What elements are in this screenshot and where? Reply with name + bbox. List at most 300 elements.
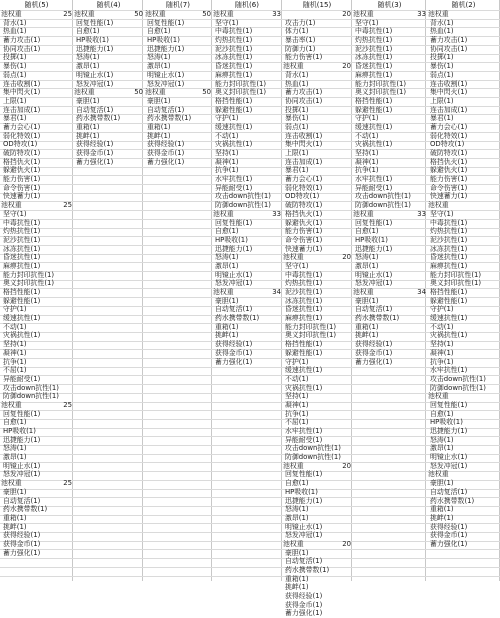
skill-item-cell[interactable]: 坚守(1) xyxy=(285,261,309,270)
skill-item-cell[interactable]: 不动(1) xyxy=(215,131,239,140)
skill-item-cell[interactable]: 自动复活(1) xyxy=(147,105,185,114)
skill-item-cell[interactable]: 豪胆(1) xyxy=(147,96,171,105)
skill-item-cell[interactable]: 凝神(1) xyxy=(355,157,379,166)
skill-item-cell[interactable]: 水牢抗性(1) xyxy=(430,366,468,375)
skill-item-cell[interactable]: 凝神(1) xyxy=(285,400,309,409)
skill-item-cell[interactable]: 昏迷抗性(1) xyxy=(430,253,468,262)
pool-weight-row[interactable] xyxy=(282,540,352,549)
skill-item-cell[interactable]: 躲避性能(1) xyxy=(285,348,323,357)
skill-item-cell[interactable]: OD特攻(1) xyxy=(430,140,465,149)
skill-item-cell[interactable]: 热血(1) xyxy=(430,27,454,36)
skill-item-cell[interactable]: 攻击down抗性(1) xyxy=(3,383,59,392)
skill-item-cell[interactable]: 挑衅(1) xyxy=(3,522,27,531)
skill-item-cell[interactable]: 冰冻抗性(1) xyxy=(430,244,468,253)
pool-weight-row[interactable] xyxy=(0,479,73,488)
skill-item-cell[interactable]: 中毒抗性(1) xyxy=(430,218,468,227)
skill-item-cell[interactable]: 坚守(1) xyxy=(3,209,27,218)
skill-item-cell[interactable]: 抗争(1) xyxy=(430,357,454,366)
skill-item-cell[interactable]: 明镜止水(1) xyxy=(430,453,468,462)
skill-item-cell[interactable]: 重箱(1) xyxy=(147,122,171,131)
skill-item-cell[interactable]: 获得经验(1) xyxy=(147,140,185,149)
skill-item-cell[interactable]: 重箱(1) xyxy=(355,322,379,331)
skill-item-cell[interactable]: 坚持(1) xyxy=(215,149,239,157)
skill-item-cell[interactable]: 自愈(1) xyxy=(430,409,454,418)
skill-item-cell[interactable]: 重箱(1) xyxy=(76,122,100,131)
skill-item-cell[interactable]: 缓速抗性(1) xyxy=(355,122,393,131)
skill-item-cell[interactable]: 麻痹抗性(1) xyxy=(355,70,393,79)
pool-weight-row[interactable] xyxy=(282,62,352,71)
skill-item-cell[interactable]: 缓速抗性(1) xyxy=(3,314,41,323)
skill-item-cell[interactable]: 激昂(1) xyxy=(430,444,454,453)
pool-weight-row[interactable] xyxy=(352,288,427,297)
skill-item-cell[interactable]: 抗争(1) xyxy=(355,166,379,175)
pool-weight-row[interactable] xyxy=(352,210,427,219)
skill-item-cell[interactable]: 回复性能(1) xyxy=(430,400,468,409)
skill-item-cell[interactable]: 躲避性能(1) xyxy=(355,105,393,114)
skill-item-cell[interactable]: 格挡性能(1) xyxy=(3,288,41,296)
skill-item-cell[interactable]: 泥沙抗性(1) xyxy=(215,44,253,53)
skill-item-cell[interactable]: 重箱(1) xyxy=(430,505,454,514)
skill-item-cell[interactable]: 投掷(1) xyxy=(285,105,309,114)
skill-item-cell[interactable]: 自动复活(1) xyxy=(76,105,114,114)
skill-item-cell[interactable]: 背水(1) xyxy=(3,18,27,27)
skill-item-cell[interactable]: 怒发冲冠(1) xyxy=(285,531,323,540)
skill-item-cell[interactable]: 破防特攻(1) xyxy=(430,149,468,157)
skill-item-cell[interactable]: HP吸收(1) xyxy=(147,36,180,45)
skill-item-cell[interactable]: HP吸收(1) xyxy=(76,36,109,45)
skill-item-cell[interactable]: 蓄力攻击(1) xyxy=(430,36,468,45)
skill-item-cell[interactable]: 热血(1) xyxy=(285,79,309,88)
skill-item-cell[interactable]: 弱化特效(1) xyxy=(430,131,468,140)
skill-item-cell[interactable]: 不动(1) xyxy=(285,374,309,383)
skill-item-cell[interactable]: 守护(1) xyxy=(430,305,454,314)
skill-item-cell[interactable]: 蓄力强化(1) xyxy=(147,157,185,166)
skill-item-cell[interactable]: 重箱(1) xyxy=(3,513,27,522)
pool-weight-row[interactable] xyxy=(0,401,73,410)
skill-item-cell[interactable]: 协同攻击(1) xyxy=(285,96,323,105)
skill-item-cell[interactable]: 灼热抗性(1) xyxy=(430,227,468,236)
skill-item-cell[interactable]: 怒发冲冠(1) xyxy=(76,79,114,88)
skill-item-cell[interactable]: HP吸收(1) xyxy=(3,427,36,435)
skill-item-cell[interactable]: 暴君(1) xyxy=(430,114,454,123)
pool-weight-row[interactable] xyxy=(212,10,282,19)
skill-item-cell[interactable]: 格挡仇火(1) xyxy=(285,209,323,218)
skill-item-cell[interactable]: 破防特攻(1) xyxy=(3,149,41,157)
skill-item-cell[interactable]: 怒发冲冠(1) xyxy=(147,79,185,88)
skill-item-cell[interactable]: 蓄力攻击(1) xyxy=(285,88,323,97)
skill-item-cell[interactable]: 抗争(1) xyxy=(3,357,27,366)
skill-item-cell[interactable]: 暴伤(1) xyxy=(3,62,27,71)
skill-item-cell[interactable]: 格挡性能(1) xyxy=(215,96,253,105)
skill-item-cell[interactable]: 自愈(1) xyxy=(147,27,171,36)
skill-item-cell[interactable]: 集中閃火(1) xyxy=(285,140,323,149)
skill-item-cell[interactable]: 获得金币(1) xyxy=(215,348,253,357)
skill-item-cell[interactable]: 重箱(1) xyxy=(215,322,239,331)
pool-weight-row[interactable] xyxy=(282,462,352,471)
skill-item-cell[interactable]: 坚守(1) xyxy=(430,209,454,218)
skill-item-cell[interactable]: 灾祸抗性(1) xyxy=(430,331,468,340)
skill-item-cell[interactable]: 自愈(1) xyxy=(285,479,309,488)
skill-item-cell[interactable]: 蓄力强化(1) xyxy=(3,548,41,557)
skill-item-cell[interactable]: 攻击down抗性(1) xyxy=(355,192,411,201)
skill-item-cell[interactable]: 豪胆(1) xyxy=(285,548,309,557)
skill-item-cell[interactable]: 弱点(1) xyxy=(430,70,454,79)
skill-item-cell[interactable]: 灾祸抗性(1) xyxy=(3,331,41,340)
skill-item-cell[interactable]: 躲避性能(1) xyxy=(430,296,468,305)
skill-item-cell[interactable]: 获得金币(1) xyxy=(285,600,323,609)
skill-item-cell[interactable]: 自动复活(1) xyxy=(3,496,41,505)
skill-item-cell[interactable]: 命令伤害(1) xyxy=(430,183,468,192)
skill-item-cell[interactable]: 自愈(1) xyxy=(76,27,100,36)
skill-item-cell[interactable]: 麻痹抗性(1) xyxy=(430,261,468,270)
pool-weight-row[interactable] xyxy=(0,201,73,210)
skill-item-cell[interactable]: 怒涛(1) xyxy=(355,253,379,262)
pool-weight-row[interactable] xyxy=(144,10,212,19)
skill-item-cell[interactable]: 灾祸抗性(1) xyxy=(355,140,393,149)
skill-item-cell[interactable]: 自愈(1) xyxy=(215,227,239,236)
column-header[interactable]: 随机(2) xyxy=(451,1,476,9)
skill-item-cell[interactable]: 不动(1) xyxy=(3,322,27,331)
skill-item-cell[interactable]: 麻痹抗性(1) xyxy=(215,70,253,79)
skill-item-cell[interactable]: 坚持(1) xyxy=(355,149,379,157)
skill-item-cell[interactable]: 奥义封印抗性(1) xyxy=(215,88,267,97)
skill-item-cell[interactable]: 攻击down抗性(1) xyxy=(215,192,271,201)
skill-item-cell[interactable]: 防御down抗性(1) xyxy=(3,392,59,401)
skill-item-cell[interactable]: 攻击力(1) xyxy=(285,18,316,27)
skill-item-cell[interactable]: 明镜止水(1) xyxy=(147,70,185,79)
skill-item-cell[interactable]: 缓速抗性(1) xyxy=(215,122,253,131)
skill-item-cell[interactable]: 灼热抗性(1) xyxy=(355,36,393,45)
skill-item-cell[interactable]: 迅捷能力(1) xyxy=(3,435,41,444)
skill-item-cell[interactable]: 挑衅(1) xyxy=(215,331,239,340)
skill-item-cell[interactable]: 获得金币(1) xyxy=(76,149,114,157)
skill-item-cell[interactable]: 重箱(1) xyxy=(285,574,309,583)
skill-item-cell[interactable]: 激昂(1) xyxy=(355,261,379,270)
pool-weight-row[interactable] xyxy=(73,10,144,19)
skill-item-cell[interactable]: 守护(1) xyxy=(215,114,239,123)
skill-item-cell[interactable]: 弱点(1) xyxy=(285,122,309,131)
skill-item-cell[interactable]: 豪胆(1) xyxy=(355,296,379,305)
skill-item-cell[interactable]: 迅捷能力(1) xyxy=(76,44,114,53)
skill-item-cell[interactable]: 格挡仇火(1) xyxy=(430,157,468,166)
skill-item-cell[interactable]: 药水携带数(1) xyxy=(285,566,330,574)
skill-item-cell[interactable]: 弱化特效(1) xyxy=(3,131,41,140)
skill-item-cell[interactable]: 蓄力强化(1) xyxy=(215,357,253,366)
skill-item-cell[interactable]: 灾祸抗性(1) xyxy=(215,140,253,149)
skill-item-cell[interactable]: 协同攻击(1) xyxy=(430,44,468,53)
skill-item-cell[interactable]: 奥义封印抗性(1) xyxy=(430,279,482,288)
skill-item-cell[interactable]: 回复性能(1) xyxy=(215,218,253,227)
skill-item-cell[interactable]: 防御力(1) xyxy=(285,44,316,53)
skill-item-cell[interactable]: 怒涛(1) xyxy=(147,53,171,62)
skill-item-cell[interactable]: 背水(1) xyxy=(430,18,454,27)
skill-item-cell[interactable]: 不动(1) xyxy=(430,322,454,331)
skill-item-cell[interactable]: 上限(1) xyxy=(430,96,454,105)
skill-item-cell[interactable]: 体力(1) xyxy=(285,27,309,36)
skill-item-cell[interactable]: 明镜止水(1) xyxy=(215,270,253,279)
skill-item-cell[interactable]: 能力封印抗性(1) xyxy=(285,322,337,331)
skill-item-cell[interactable]: 药水携带数(1) xyxy=(355,314,400,323)
skill-item-cell[interactable]: 泥沙抗性(1) xyxy=(355,44,393,53)
skill-item-cell[interactable]: 麻痹抗性(1) xyxy=(3,261,41,270)
skill-item-cell[interactable]: 蓄力强化(1) xyxy=(430,539,468,548)
skill-item-cell[interactable]: 不动(1) xyxy=(355,131,379,140)
skill-item-cell[interactable]: 坚持(1) xyxy=(3,340,27,349)
skill-item-cell[interactable]: 坚守(1) xyxy=(215,18,239,27)
skill-item-cell[interactable]: 蓄力攻击(1) xyxy=(3,36,41,45)
skill-item-cell[interactable]: 连击加成(1) xyxy=(3,105,41,114)
skill-item-cell[interactable]: 连击收割(1) xyxy=(3,79,41,88)
skill-item-cell[interactable]: 冰冻抗性(1) xyxy=(355,53,393,62)
skill-item-cell[interactable]: 上限(1) xyxy=(3,96,27,105)
column-header[interactable]: 随机(7) xyxy=(166,1,190,9)
skill-item-cell[interactable]: 攻击down抗性(1) xyxy=(285,444,341,453)
skill-item-cell[interactable]: 奥义封印抗性(1) xyxy=(285,331,337,340)
skill-item-cell[interactable]: 中毒抗性(1) xyxy=(215,27,253,36)
skill-item-cell[interactable]: 迅捷能力(1) xyxy=(355,244,393,253)
skill-item-cell[interactable]: 格挡性能(1) xyxy=(285,340,323,349)
skill-item-cell[interactable]: 蓄力会心(1) xyxy=(430,122,468,131)
skill-item-cell[interactable]: 自动复活(1) xyxy=(355,305,393,314)
skill-item-cell[interactable]: 集中閃火(1) xyxy=(430,88,468,97)
skill-item-cell[interactable]: 不屈(1) xyxy=(285,418,309,427)
skill-item-cell[interactable]: 冰冻抗性(1) xyxy=(285,296,323,305)
skill-item-cell[interactable]: 上限(1) xyxy=(285,149,309,157)
skill-item-cell[interactable]: 格挡性能(1) xyxy=(430,288,468,296)
skill-item-cell[interactable]: 昏迷抗性(1) xyxy=(355,62,393,71)
skill-item-cell[interactable]: 暴君(1) xyxy=(285,166,309,175)
skill-item-cell[interactable]: 明镜止水(1) xyxy=(285,522,323,531)
skill-item-cell[interactable]: HP吸收(1) xyxy=(355,235,388,244)
skill-item-cell[interactable]: 协同攻击(1) xyxy=(3,44,41,53)
skill-item-cell[interactable]: 蓄力强化(1) xyxy=(355,357,393,366)
skill-item-cell[interactable]: 自动复活(1) xyxy=(430,487,468,496)
skill-item-cell[interactable]: 格挡仇火(1) xyxy=(3,157,41,166)
pool-weight-row[interactable] xyxy=(212,210,282,219)
pool-weight-row[interactable] xyxy=(427,10,500,19)
pool-weight-row[interactable] xyxy=(73,88,144,97)
skill-item-cell[interactable]: 坚持(1) xyxy=(430,340,454,349)
skill-item-cell[interactable]: 怒发冲冠(1) xyxy=(215,279,253,288)
skill-item-cell[interactable]: 获得经验(1) xyxy=(3,531,41,540)
skill-item-cell[interactable]: 自愈(1) xyxy=(3,418,27,427)
skill-item-cell[interactable]: 弱化特效(1) xyxy=(285,183,323,192)
skill-item-cell[interactable]: 防御down抗性(1) xyxy=(215,201,271,210)
skill-item-cell[interactable]: 连击加成(1) xyxy=(430,105,468,114)
skill-item-cell[interactable]: HP吸收(1) xyxy=(430,418,463,427)
column-header[interactable]: 随机(5) xyxy=(24,1,49,9)
skill-item-cell[interactable]: 挑衅(1) xyxy=(355,331,379,340)
column-header[interactable]: 随机(15) xyxy=(302,1,332,9)
skill-item-cell[interactable]: 怒发冲冠(1) xyxy=(3,470,41,479)
column-header[interactable]: 随机(3) xyxy=(377,1,402,9)
skill-item-cell[interactable]: 快速蓄力(1) xyxy=(285,244,323,253)
pool-weight-row[interactable] xyxy=(212,288,282,297)
skill-item-cell[interactable]: 迅捷能力(1) xyxy=(147,44,185,53)
skill-item-cell[interactable]: 怒涛(1) xyxy=(76,53,100,62)
skill-item-cell[interactable]: 怒涛(1) xyxy=(285,505,309,514)
skill-item-cell[interactable]: 背水(1) xyxy=(285,70,309,79)
skill-item-cell[interactable]: 明镜止水(1) xyxy=(3,461,41,470)
skill-item-cell[interactable]: 灼热抗性(1) xyxy=(3,227,41,236)
skill-item-cell[interactable]: 防御down抗性(1) xyxy=(430,383,486,392)
skill-item-cell[interactable]: 怒发冲冠(1) xyxy=(430,461,468,470)
skill-item-cell[interactable]: 躲避仇火(1) xyxy=(285,218,323,227)
skill-item-cell[interactable]: 水牢抗性(1) xyxy=(285,427,323,435)
skill-item-cell[interactable]: 迅捷能力(1) xyxy=(285,496,323,505)
pool-weight-row[interactable] xyxy=(352,10,427,19)
skill-item-cell[interactable]: 挑衅(1) xyxy=(76,131,100,140)
skill-item-cell[interactable]: 药水携带数(1) xyxy=(215,314,260,323)
skill-item-cell[interactable]: 破防特攻(1) xyxy=(285,201,323,210)
skill-item-cell[interactable]: 抗争(1) xyxy=(215,166,239,175)
skill-item-cell[interactable]: 异能耐受(1) xyxy=(215,183,253,192)
column-header[interactable]: 随机(6) xyxy=(235,1,259,9)
skill-item-cell[interactable]: 躲避性能(1) xyxy=(215,105,253,114)
skill-item-cell[interactable]: OD特攻(1) xyxy=(285,192,320,201)
skill-item-cell[interactable]: 挑衅(1) xyxy=(285,583,309,592)
skill-item-cell[interactable]: 暴伤(1) xyxy=(430,62,454,71)
pool-weight-row[interactable] xyxy=(282,10,352,19)
skill-item-cell[interactable]: 自动复活(1) xyxy=(215,305,253,314)
skill-item-cell[interactable]: 获得经验(1) xyxy=(430,522,468,531)
skill-item-cell[interactable]: 暴伤(1) xyxy=(285,114,309,123)
pool-weight-row[interactable] xyxy=(0,10,73,19)
skill-item-cell[interactable]: 中毒抗性(1) xyxy=(3,218,41,227)
skill-item-cell[interactable]: 集中閃火(1) xyxy=(3,88,41,97)
skill-item-cell[interactable]: 获得金币(1) xyxy=(430,531,468,540)
skill-item-cell[interactable]: 凝神(1) xyxy=(215,157,239,166)
skill-item-cell[interactable]: 缓速抗性(1) xyxy=(430,314,468,323)
pool-weight-row[interactable] xyxy=(144,88,212,97)
skill-item-cell[interactable]: 中毒抗性(1) xyxy=(285,270,323,279)
skill-item-cell[interactable]: 弱点(1) xyxy=(3,70,27,79)
skill-item-cell[interactable]: 快速蓄力(1) xyxy=(430,192,468,201)
skill-item-cell[interactable]: 格挡性能(1) xyxy=(355,96,393,105)
skill-item-cell[interactable]: 缓速抗性(1) xyxy=(285,366,323,375)
skill-item-cell[interactable]: 守护(1) xyxy=(285,357,309,366)
skill-item-cell[interactable]: 躲避仇火(1) xyxy=(430,166,468,175)
skill-item-cell[interactable]: 暴君(1) xyxy=(3,114,27,123)
skill-item-cell[interactable]: 激昂(1) xyxy=(3,453,27,462)
skill-item-cell[interactable]: 豪胆(1) xyxy=(215,296,239,305)
skill-item-cell[interactable]: OD特攻(1) xyxy=(3,140,38,149)
skill-item-cell[interactable]: 连击收割(1) xyxy=(285,131,323,140)
skill-item-cell[interactable]: 坚守(1) xyxy=(355,18,379,27)
skill-item-cell[interactable]: 激昂(1) xyxy=(285,513,309,522)
skill-item-cell[interactable]: 蓄力会心(1) xyxy=(3,122,41,131)
skill-item-cell[interactable]: 攻击down抗性(1) xyxy=(430,374,486,383)
skill-item-cell[interactable]: 明镜止水(1) xyxy=(76,70,114,79)
skill-item-cell[interactable]: 泥沙抗性(1) xyxy=(285,288,323,296)
skill-item-cell[interactable]: 能力封印抗性(1) xyxy=(215,79,267,88)
skill-item-cell[interactable]: 怒涛(1) xyxy=(215,253,239,262)
skill-item-cell[interactable]: 获得金币(1) xyxy=(355,348,393,357)
skill-item-cell[interactable]: 热血(1) xyxy=(3,27,27,36)
skill-item-cell[interactable]: 连击加成(1) xyxy=(285,157,323,166)
skill-item-cell[interactable]: 怒涛(1) xyxy=(3,444,27,453)
skill-item-cell[interactable]: 回复性能(1) xyxy=(3,409,41,418)
skill-item-cell[interactable]: 豪胆(1) xyxy=(430,479,454,488)
skill-item-cell[interactable]: 防御down抗性(1) xyxy=(355,201,411,210)
skill-item-cell[interactable]: 回复性能(1) xyxy=(76,18,114,27)
skill-item-cell[interactable]: 灾祸抗性(1) xyxy=(285,383,323,392)
skill-item-cell[interactable]: 获得经验(1) xyxy=(355,340,393,349)
pool-weight-row[interactable] xyxy=(282,253,352,262)
skill-item-cell[interactable]: HP吸收(1) xyxy=(285,487,318,496)
skill-item-cell[interactable]: 投掷(1) xyxy=(3,53,27,62)
skill-item-cell[interactable]: 暴击率(1) xyxy=(285,36,316,45)
skill-item-cell[interactable]: 能力封印抗性(1) xyxy=(355,79,407,88)
skill-item-cell[interactable]: 迅捷能力(1) xyxy=(215,244,253,253)
skill-item-cell[interactable]: 奥义封印抗性(1) xyxy=(3,279,55,288)
pool-weight-row[interactable] xyxy=(427,470,500,479)
skill-item-cell[interactable]: 回复性能(1) xyxy=(147,18,185,27)
skill-item-cell[interactable]: 回复性能(1) xyxy=(355,218,393,227)
skill-item-cell[interactable]: 凝神(1) xyxy=(3,348,27,357)
skill-item-cell[interactable]: 命令伤害(1) xyxy=(285,235,323,244)
skill-item-cell[interactable]: 能力伤害(1) xyxy=(3,175,41,184)
skill-item-cell[interactable]: 怒发冲冠(1) xyxy=(355,279,393,288)
skill-item-cell[interactable]: 抗争(1) xyxy=(285,409,309,418)
pool-weight-row[interactable] xyxy=(427,392,500,401)
skill-item-cell[interactable]: 明镜止水(1) xyxy=(355,270,393,279)
skill-item-cell[interactable]: 异能耐受(1) xyxy=(3,374,41,383)
skill-item-cell[interactable]: 中毒抗性(1) xyxy=(355,27,393,36)
skill-item-cell[interactable]: 自动复活(1) xyxy=(285,557,323,566)
pool-weight-row[interactable] xyxy=(427,201,500,210)
skill-item-cell[interactable]: 异能耐受(1) xyxy=(285,435,323,444)
skill-item-cell[interactable]: 躲避仇火(1) xyxy=(3,166,41,175)
skill-item-cell[interactable]: 冰冻抗性(1) xyxy=(215,53,253,62)
skill-item-cell[interactable]: 命令伤害(1) xyxy=(3,183,41,192)
skill-item-cell[interactable]: 昏迷抗性(1) xyxy=(3,253,41,262)
skill-item-cell[interactable]: 水牢抗性(1) xyxy=(215,175,253,184)
skill-item-cell[interactable]: 躲避性能(1) xyxy=(3,296,41,305)
skill-item-cell[interactable]: 水牢抗性(1) xyxy=(355,175,393,184)
skill-item-cell[interactable]: 药水携带数(1) xyxy=(147,114,192,123)
skill-item-cell[interactable]: 昏迷抗性(1) xyxy=(215,62,253,71)
skill-item-cell[interactable]: 怒涛(1) xyxy=(430,435,454,444)
skill-item-cell[interactable]: 挑衅(1) xyxy=(147,131,171,140)
skill-item-cell[interactable]: 药水携带数(1) xyxy=(430,496,475,505)
skill-item-cell[interactable]: 豪胆(1) xyxy=(76,96,100,105)
skill-item-cell[interactable]: 坚持(1) xyxy=(285,392,309,401)
skill-item-cell[interactable]: 不屈(1) xyxy=(3,366,27,375)
skill-item-cell[interactable]: 药水携带数(1) xyxy=(76,114,121,123)
skill-item-cell[interactable]: 获得经验(1) xyxy=(76,140,114,149)
skill-item-cell[interactable]: 昏迷抗性(1) xyxy=(285,305,323,314)
skill-item-cell[interactable]: 获得金币(1) xyxy=(147,149,185,157)
skill-item-cell[interactable]: 能力封印抗性(1) xyxy=(430,270,482,279)
skill-item-cell[interactable]: 泥沙抗性(1) xyxy=(3,235,41,244)
skill-item-cell[interactable]: 蓄力会心(1) xyxy=(285,175,323,184)
skill-item-cell[interactable]: 异能耐受(1) xyxy=(355,183,393,192)
skill-item-cell[interactable]: 获得经验(1) xyxy=(285,592,323,601)
skill-item-cell[interactable]: 蓄力强化(1) xyxy=(285,609,323,618)
skill-item-cell[interactable]: 凝神(1) xyxy=(430,348,454,357)
skill-item-cell[interactable]: 冰冻抗性(1) xyxy=(3,244,41,253)
skill-item-cell[interactable]: 泥沙抗性(1) xyxy=(430,235,468,244)
column-header[interactable]: 随机(4) xyxy=(96,1,121,9)
skill-item-cell[interactable]: 药水携带数(1) xyxy=(3,505,48,514)
skill-item-cell[interactable]: 回复性能(1) xyxy=(285,470,323,479)
skill-item-cell[interactable]: HP吸收(1) xyxy=(215,235,248,244)
skill-item-cell[interactable]: 获得金币(1) xyxy=(3,539,41,548)
skill-item-cell[interactable]: 灼热抗性(1) xyxy=(285,279,323,288)
skill-item-cell[interactable]: 能力伤害(1) xyxy=(285,227,323,236)
skill-item-cell[interactable]: 迅捷能力(1) xyxy=(430,427,468,435)
